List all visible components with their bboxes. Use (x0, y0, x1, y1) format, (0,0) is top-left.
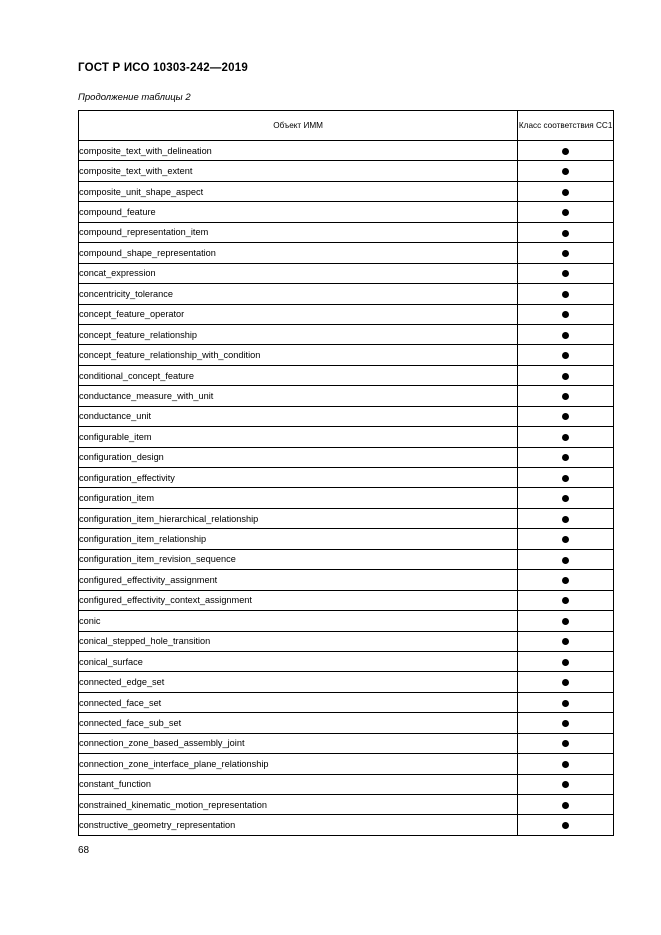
table-row (79, 672, 614, 692)
table-row (79, 692, 614, 712)
bullet-dot-icon (562, 536, 569, 543)
object-name-cell: connected_face_sub_set (79, 713, 518, 733)
conformance-mark-cell (518, 795, 614, 815)
table-row (79, 406, 614, 426)
table-row (79, 529, 614, 549)
object-name-cell: configuration_effectivity (79, 468, 518, 488)
conformance-mark-cell (518, 181, 614, 201)
conformance-mark-cell (518, 692, 614, 712)
object-name-cell: compound_shape_representation (79, 243, 518, 263)
object-name-cell: configurable_item (79, 427, 518, 447)
object-name-cell: constructive_geometry_representation (79, 815, 518, 835)
bullet-dot-icon (562, 270, 569, 277)
table-row (79, 141, 614, 161)
table-row (79, 181, 614, 201)
object-name-cell: conductance_unit (79, 406, 518, 426)
column-header-object: Объект ИММ (79, 111, 518, 141)
object-name-cell: configured_effectivity_context_assignment (79, 590, 518, 610)
bullet-dot-icon (562, 659, 569, 666)
table-row (79, 570, 614, 590)
conformance-mark-cell (518, 733, 614, 753)
table-row (79, 774, 614, 794)
object-name-cell: concat_expression (79, 263, 518, 283)
table-row (79, 468, 614, 488)
bullet-dot-icon (562, 618, 569, 625)
object-name-cell: configured_effectivity_assignment (79, 570, 518, 590)
table-row (79, 427, 614, 447)
table-row (79, 611, 614, 631)
bullet-dot-icon (562, 679, 569, 686)
conformance-mark-cell (518, 406, 614, 426)
object-name-cell: conductance_measure_with_unit (79, 386, 518, 406)
object-name-cell: concept_feature_relationship (79, 324, 518, 344)
conformance-mark-cell (518, 815, 614, 835)
object-name-cell: configuration_item_hierarchical_relationship (79, 508, 518, 528)
conformance-mark-cell (518, 345, 614, 365)
bullet-dot-icon (562, 802, 569, 809)
conformance-mark-cell (518, 713, 614, 733)
bullet-dot-icon (562, 168, 569, 175)
conformance-mark-cell (518, 672, 614, 692)
conformance-mark-cell (518, 631, 614, 651)
bullet-dot-icon (562, 373, 569, 380)
table-row (79, 733, 614, 753)
object-name-cell: constrained_kinematic_motion_representation (79, 795, 518, 815)
conformance-mark-cell (518, 447, 614, 467)
bullet-dot-icon (562, 311, 569, 318)
object-name-cell: compound_representation_item (79, 222, 518, 242)
object-name-cell: constant_function (79, 774, 518, 794)
conformance-mark-cell (518, 284, 614, 304)
conformance-mark-cell (518, 529, 614, 549)
table-row (79, 202, 614, 222)
bullet-dot-icon (562, 352, 569, 359)
table-row (79, 222, 614, 242)
conformance-mark-cell (518, 141, 614, 161)
table-row (79, 754, 614, 774)
bullet-dot-icon (562, 332, 569, 339)
bullet-dot-icon (562, 413, 569, 420)
conformance-mark-cell (518, 427, 614, 447)
conformance-mark-cell (518, 570, 614, 590)
conformance-mark-cell (518, 508, 614, 528)
conformance-mark-cell (518, 468, 614, 488)
conformance-mark-cell (518, 651, 614, 671)
bullet-dot-icon (562, 638, 569, 645)
conformance-mark-cell (518, 611, 614, 631)
object-name-cell: conic (79, 611, 518, 631)
bullet-dot-icon (562, 781, 569, 788)
conformance-mark-cell (518, 222, 614, 242)
page-number: 68 (78, 845, 90, 856)
bullet-dot-icon (562, 577, 569, 584)
bullet-dot-icon (562, 557, 569, 564)
table-row (79, 651, 614, 671)
table-row (79, 386, 614, 406)
bullet-dot-icon (562, 516, 569, 523)
conformance-mark-cell (518, 386, 614, 406)
conformance-mark-cell (518, 161, 614, 181)
object-name-cell: configuration_item_relationship (79, 529, 518, 549)
conformance-mark-cell (518, 202, 614, 222)
bullet-dot-icon (562, 720, 569, 727)
bullet-dot-icon (562, 822, 569, 829)
document-header: ГОСТ Р ИСО 10303-242—2019 (78, 62, 248, 74)
conformance-mark-cell (518, 549, 614, 569)
table-row (79, 447, 614, 467)
bullet-dot-icon (562, 700, 569, 707)
bullet-dot-icon (562, 230, 569, 237)
table-row (79, 488, 614, 508)
table-caption: Продолжение таблицы 2 (78, 92, 191, 103)
conformance-mark-cell (518, 365, 614, 385)
bullet-dot-icon (562, 148, 569, 155)
table-row (79, 345, 614, 365)
bullet-dot-icon (562, 597, 569, 604)
object-name-cell: conical_surface (79, 651, 518, 671)
object-name-cell: configuration_item (79, 488, 518, 508)
conformance-mark-cell (518, 304, 614, 324)
table-row (79, 161, 614, 181)
table-row (79, 508, 614, 528)
object-name-cell: compound_feature (79, 202, 518, 222)
conformance-mark-cell (518, 324, 614, 344)
compliance-table (78, 110, 614, 836)
object-name-cell: connected_face_set (79, 692, 518, 712)
bullet-dot-icon (562, 475, 569, 482)
bullet-dot-icon (562, 291, 569, 298)
object-name-cell: configuration_design (79, 447, 518, 467)
object-name-cell: concept_feature_operator (79, 304, 518, 324)
conformance-mark-cell (518, 774, 614, 794)
table-row (79, 815, 614, 835)
conformance-mark-cell (518, 263, 614, 283)
conformance-mark-cell (518, 488, 614, 508)
table-body (79, 141, 614, 836)
object-name-cell: conditional_concept_feature (79, 365, 518, 385)
column-header-class: Класс соответствия СС1 (518, 111, 614, 141)
table-row (79, 713, 614, 733)
conformance-mark-cell (518, 243, 614, 263)
conformance-mark-cell (518, 590, 614, 610)
bullet-dot-icon (562, 250, 569, 257)
table-row (79, 324, 614, 344)
table-row (79, 263, 614, 283)
bullet-dot-icon (562, 761, 569, 768)
table-row (79, 365, 614, 385)
table-row (79, 631, 614, 651)
table-row (79, 549, 614, 569)
bullet-dot-icon (562, 434, 569, 441)
object-name-cell: composite_text_with_extent (79, 161, 518, 181)
object-name-cell: concept_feature_relationship_with_condition (79, 345, 518, 365)
bullet-dot-icon (562, 209, 569, 216)
bullet-dot-icon (562, 189, 569, 196)
object-name-cell: configuration_item_revision_sequence (79, 549, 518, 569)
table-row (79, 795, 614, 815)
object-name-cell: composite_text_with_delineation (79, 141, 518, 161)
table-row (79, 590, 614, 610)
table-row (79, 284, 614, 304)
bullet-dot-icon (562, 393, 569, 400)
object-name-cell: connected_edge_set (79, 672, 518, 692)
table-row (79, 304, 614, 324)
bullet-dot-icon (562, 454, 569, 461)
object-name-cell: connection_zone_interface_plane_relationship (79, 754, 518, 774)
bullet-dot-icon (562, 495, 569, 502)
table-row (79, 243, 614, 263)
object-name-cell: concentricity_tolerance (79, 284, 518, 304)
bullet-dot-icon (562, 740, 569, 747)
object-name-cell: connection_zone_based_assembly_joint (79, 733, 518, 753)
conformance-mark-cell (518, 754, 614, 774)
table-header-row (79, 111, 614, 141)
object-name-cell: conical_stepped_hole_transition (79, 631, 518, 651)
object-name-cell: composite_unit_shape_aspect (79, 181, 518, 201)
